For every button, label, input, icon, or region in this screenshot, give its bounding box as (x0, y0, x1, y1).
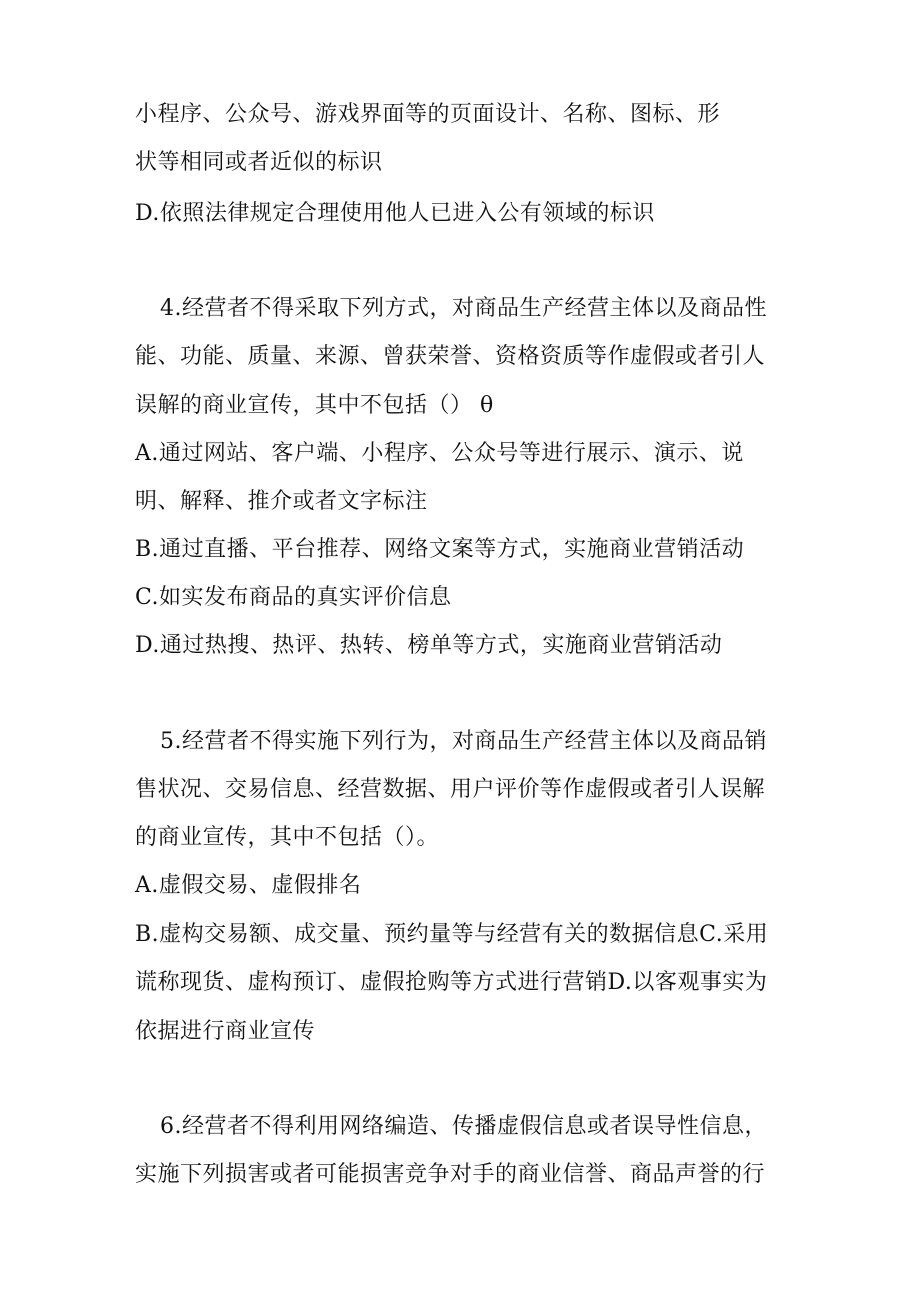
option-d-prev-question: D.依照法律规定合理使用他人已进入公有领域的标识 (135, 201, 655, 226)
question-5-text: 5.经营者不得实施下列行为，对商品生产经营主体以及商品销 (160, 729, 767, 754)
question-4-option-d: D.通过热搜、热评、热转、榜单等方式，实施商业营销活动 (135, 633, 723, 658)
question-5-option-c: 谎称现货、虚构预订、虚假抢购等方式进行营销D.以客观事实为 (135, 970, 768, 995)
question-6-text: 6.经营者不得利用网络编造、传播虚假信息或者误导性信息， (160, 1114, 767, 1139)
question-5-text: 的商业宣传，其中不包括（）。 (135, 825, 440, 850)
question-5-option-b: B.虚构交易额、成交量、预约量等与经营有关的数据信息C.采用 (135, 922, 769, 947)
question-6-text: 实施下列损害或者可能损害竞争对手的商业信誉、商品声誉的行 (135, 1162, 766, 1187)
question-4-text: 误解的商业宣传，其中不包括（） θ (135, 393, 494, 418)
question-4-option-a: A.通过网站、客户端、小程序、公众号等进行展示、演示、说 (135, 441, 744, 466)
question-5-option-d: 依据进行商业宣传 (135, 1019, 316, 1044)
question-5-text: 售状况、交易信息、经营数据、用户评价等作虚假或者引人误解 (135, 777, 766, 802)
question-4-option-a: 明、解释、推介或者文字标注 (135, 489, 428, 514)
question-4-option-c: C.如实发布商品的真实评价信息 (135, 585, 452, 610)
text-line-prev-question-continued: 状等相同或者近似的标识 (135, 150, 383, 175)
text-line-prev-question-continued: 小程序、公众号、游戏界面等的页面设计、名称、图标、形 (135, 102, 721, 127)
question-5-option-a: A.虚假交易、虚假排名 (135, 873, 362, 898)
question-4-option-b: B.通过直播、平台推荐、网络文案等方式，实施商业营销活动 (135, 537, 745, 562)
question-4-text: 能、功能、质量、来源、曾获荣誉、资格资质等作虚假或者引人 (135, 344, 766, 369)
question-4-text: 4.经营者不得采取下列方式，对商品生产经营主体以及商品性 (160, 296, 767, 321)
